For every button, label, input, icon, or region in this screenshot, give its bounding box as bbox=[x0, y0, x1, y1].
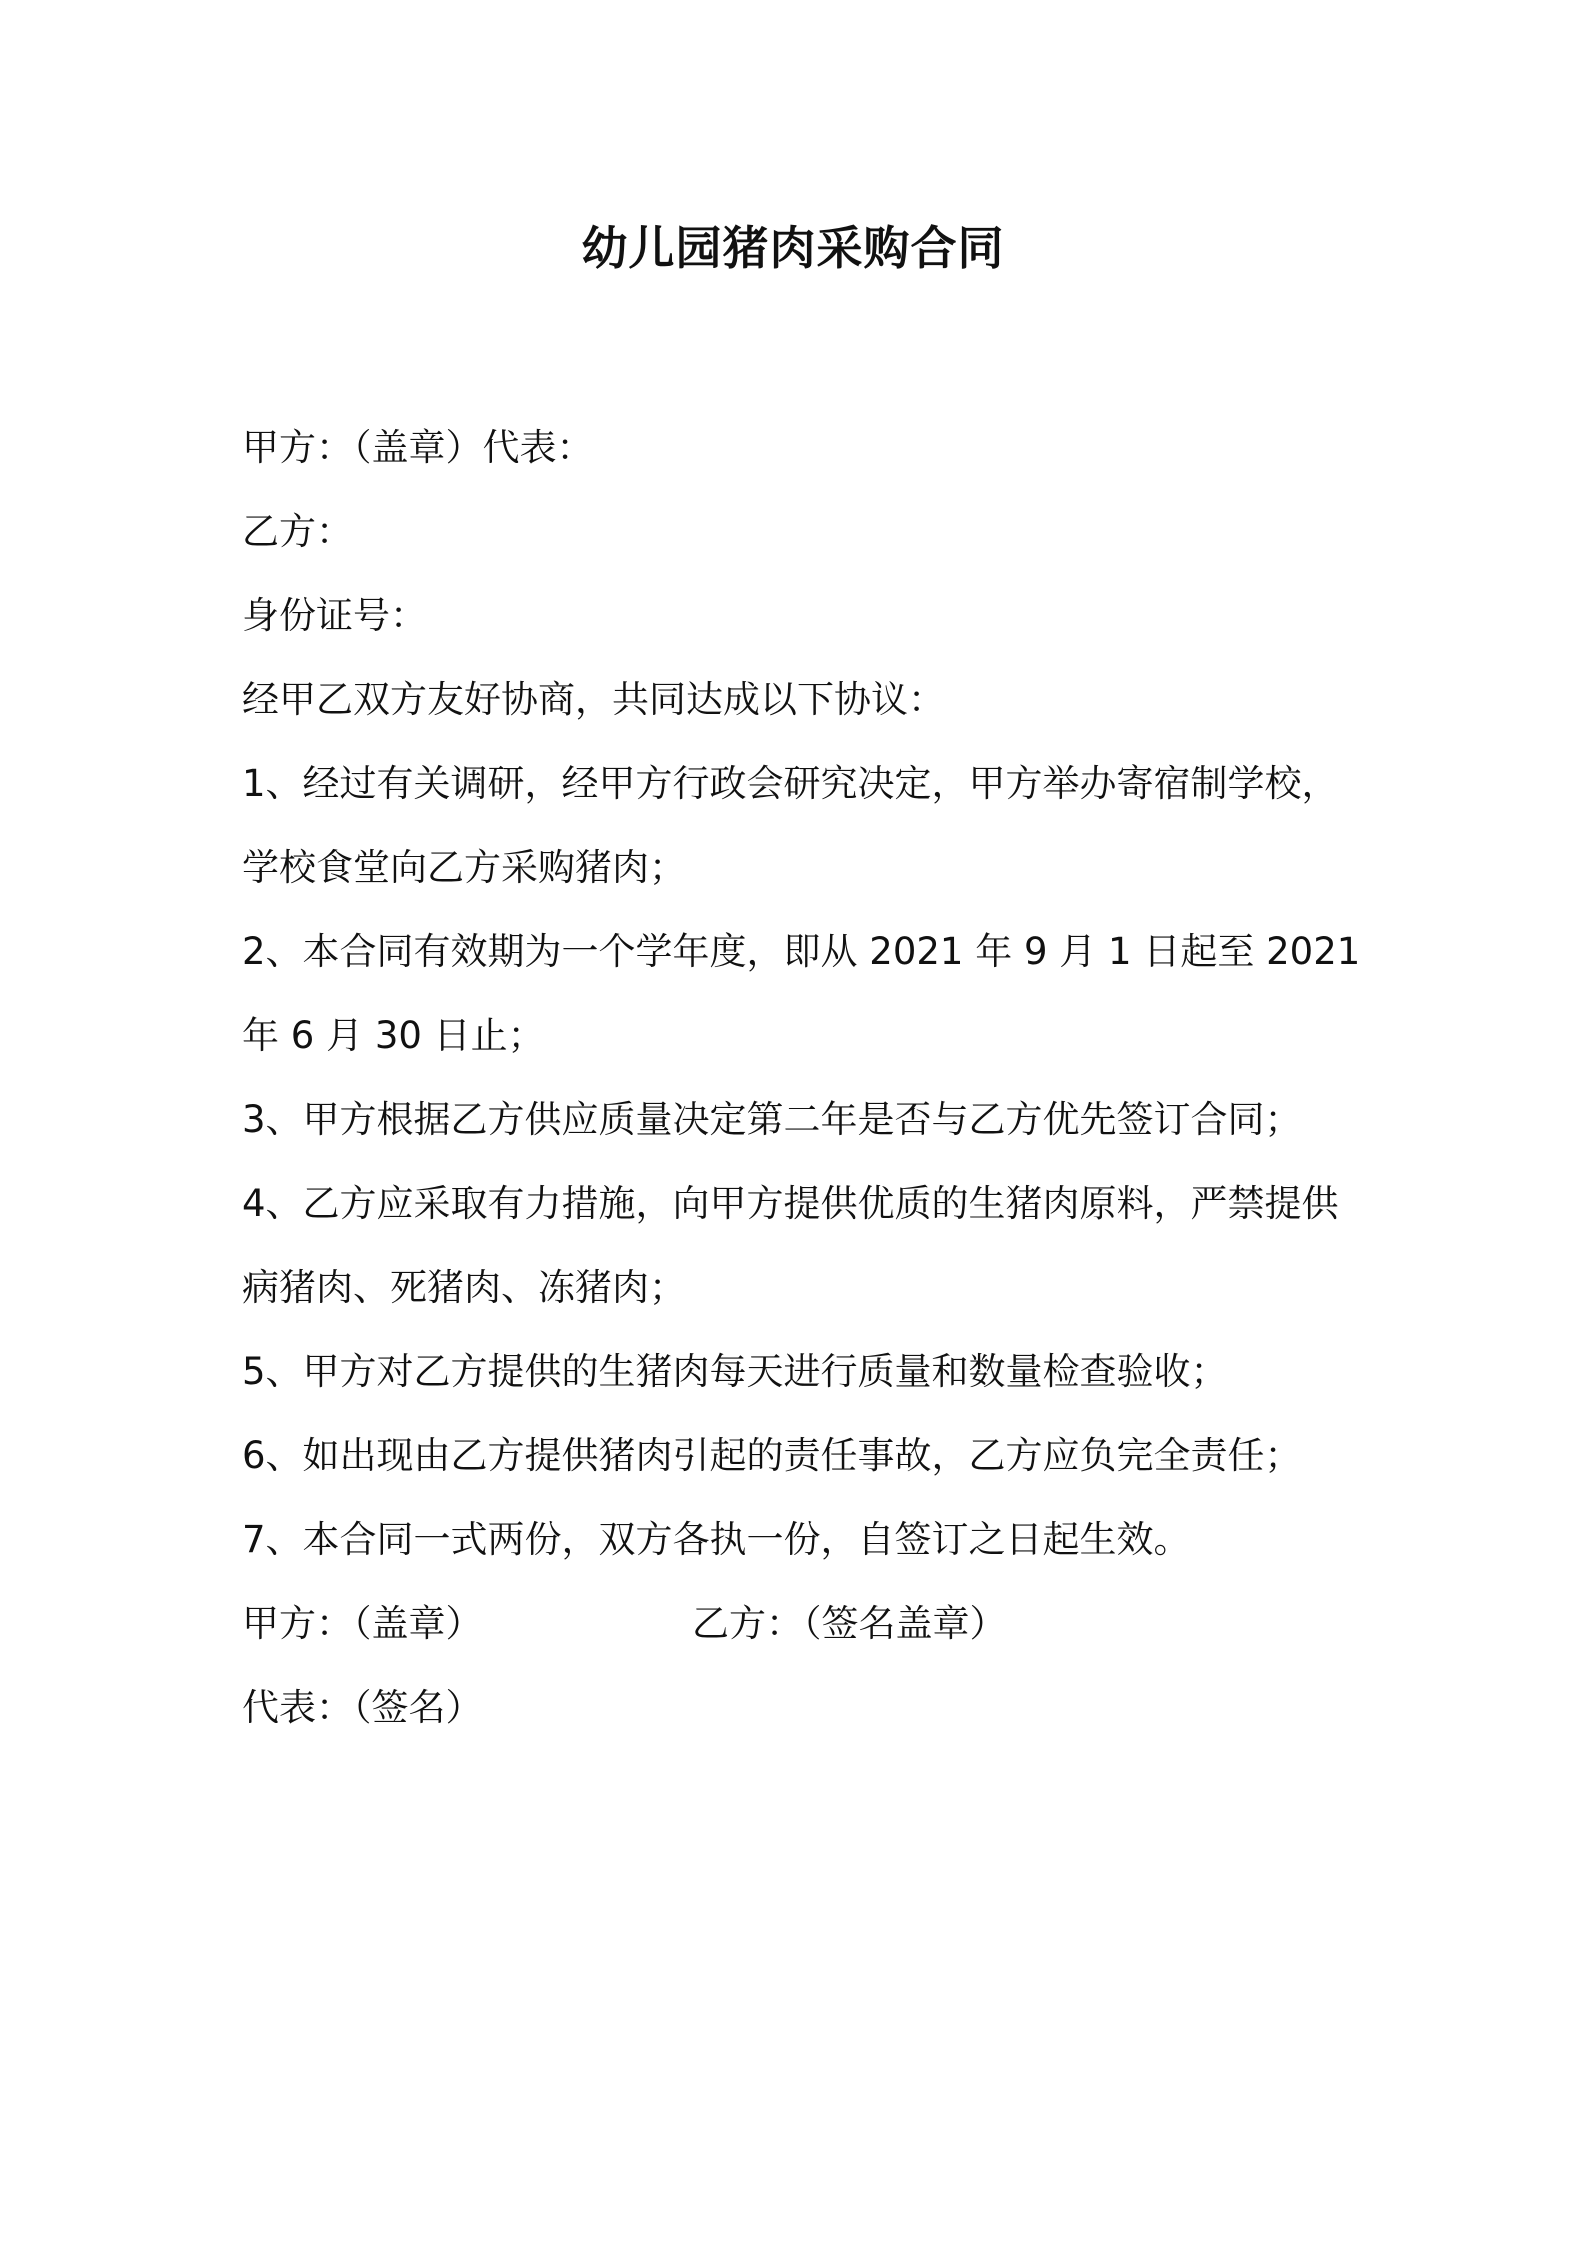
clause-4-line-1: 4、乙方应采取有力措施，向甲方提供优质的生猪肉原料，严禁提供 bbox=[242, 1182, 1339, 1225]
intro-line: 经甲乙双方友好协商，共同达成以下协议： bbox=[242, 678, 945, 721]
clause-2-line-2: 年 6 月 30 日止； bbox=[242, 1014, 545, 1057]
id-number-line: 身份证号： bbox=[242, 594, 427, 637]
clause-4-line-2: 病猪肉、死猪肉、冻猪肉； bbox=[242, 1266, 686, 1309]
contract-title: 幼儿园猪肉采购合同 bbox=[581, 221, 1005, 275]
clause-1-line-1: 1、经过有关调研，经甲方行政会研究决定，甲方举办寄宿制学校， bbox=[242, 762, 1339, 805]
party-a-seal-label: 甲方：（盖章） bbox=[242, 1602, 483, 1645]
clause-2-line-1: 2、本合同有效期为一个学年度，即从 2021 年 9 月 1 日起至 2021 bbox=[242, 930, 1361, 973]
clause-7-line-1: 7、本合同一式两份，双方各执一份，自签订之日起生效。 bbox=[242, 1518, 1191, 1561]
clause-5-line-1: 5、甲方对乙方提供的生猪肉每天进行质量和数量检查验收； bbox=[242, 1350, 1228, 1393]
party-b-seal-label: 乙方：（签名盖章） bbox=[692, 1602, 1007, 1645]
clause-1-line-2: 学校食堂向乙方采购猪肉； bbox=[242, 846, 686, 889]
party-b-line: 乙方： bbox=[242, 510, 353, 553]
party-a-line: 甲方：（盖章）代表： bbox=[242, 426, 594, 469]
representative-signature-label: 代表：（签名） bbox=[242, 1686, 483, 1729]
clause-6-line-1: 6、如出现由乙方提供猪肉引起的责任事故，乙方应负完全责任； bbox=[242, 1434, 1302, 1477]
signature-row bbox=[242, 1582, 1362, 1666]
contract-body bbox=[242, 406, 1362, 1750]
clause-3-line-1: 3、甲方根据乙方供应质量决定第二年是否与乙方优先签订合同； bbox=[242, 1098, 1302, 1141]
